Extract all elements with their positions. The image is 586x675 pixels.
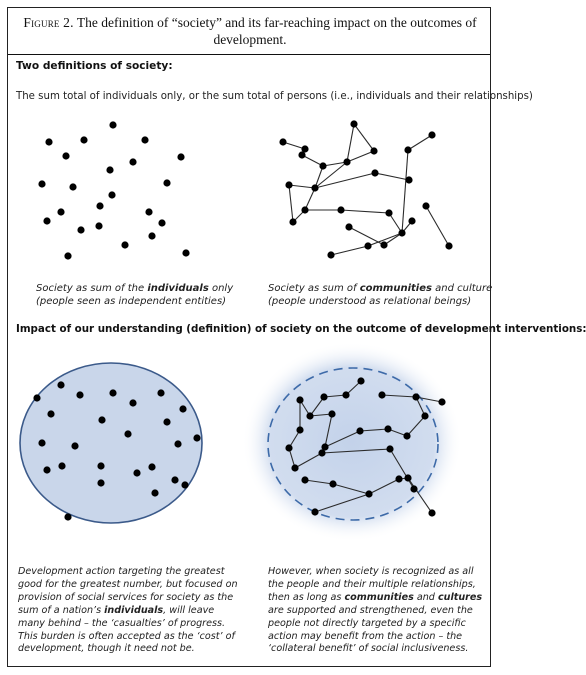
individual-dot <box>151 489 158 496</box>
person-dot <box>301 476 308 483</box>
individual-dot <box>163 418 170 425</box>
relationship-line <box>347 151 374 162</box>
person-dot <box>428 131 435 138</box>
section1-subtitle: The sum total of individuals only, or the sum total of persons (i.e., individuals and their relationships) <box>16 91 533 102</box>
person-dot <box>356 427 363 434</box>
individual-dot <box>95 222 102 229</box>
individual-dot <box>148 232 155 239</box>
communities-caption-bold: communities <box>359 283 432 294</box>
person-dot <box>285 444 292 451</box>
caption-text-line2: development. <box>213 32 287 47</box>
individual-dot <box>171 476 178 483</box>
relationship-line <box>305 188 315 210</box>
section2-heading: Impact of our understanding (definition) of society on the outcome of development interventions: <box>16 323 586 335</box>
individual-dot <box>129 158 136 165</box>
individual-dot <box>43 217 50 224</box>
individual-dot <box>43 466 50 473</box>
individual-dot <box>163 179 170 186</box>
relationship-line <box>402 150 408 233</box>
individual-dot <box>133 469 140 476</box>
individuals-caption-prefix: Society as sum of the <box>36 283 148 294</box>
individual-dot <box>141 136 148 143</box>
development-description <box>18 566 243 656</box>
individual-dot <box>179 405 186 412</box>
communities-caption-prefix: Society as sum of <box>268 283 360 294</box>
person-dot <box>311 508 318 515</box>
person-dot <box>370 147 377 154</box>
person-dot <box>385 209 392 216</box>
individual-dot <box>109 121 116 128</box>
individual-dot <box>181 481 188 488</box>
individuals-caption <box>36 282 233 309</box>
person-dot <box>365 490 372 497</box>
person-dot <box>328 410 335 417</box>
relationship-line <box>289 185 315 188</box>
person-dot <box>343 158 350 165</box>
individual-dot <box>80 136 87 143</box>
relationship-line <box>349 227 384 245</box>
person-dot <box>408 217 415 224</box>
person-dot <box>438 398 445 405</box>
person-dot <box>357 377 364 384</box>
person-dot <box>384 425 391 432</box>
person-dot <box>386 445 393 452</box>
individual-dot <box>129 399 136 406</box>
individual-dot <box>121 241 128 248</box>
individual-dot <box>106 166 113 173</box>
person-dot <box>404 146 411 153</box>
person-dot <box>378 391 385 398</box>
individual-dot <box>98 416 105 423</box>
individual-dot <box>158 219 165 226</box>
person-dot <box>285 181 292 188</box>
person-dot <box>296 426 303 433</box>
person-dot <box>345 223 352 230</box>
individual-dot <box>97 462 104 469</box>
person-dot <box>337 206 344 213</box>
individual-dot <box>69 183 76 190</box>
person-dot <box>306 412 313 419</box>
individual-dot <box>33 394 40 401</box>
person-dot <box>296 396 303 403</box>
individual-dot <box>157 389 164 396</box>
development-description-part2: , will leave many behind – the ‘casualties’ of progress. This burden is often accepted as the ‘cost’ of development, though it need not be. <box>18 604 235 655</box>
individuals-caption-bold: individuals <box>147 283 209 294</box>
communities-caption-line2: (people understood as relational beings) <box>268 296 472 308</box>
figure-label: Figure 2. <box>23 15 74 30</box>
person-dot <box>298 151 305 158</box>
individual-dot <box>77 226 84 233</box>
inclusive-description-part1: However, when society is recognized as all the people and their multiple relationships, then as long as <box>268 566 476 603</box>
individual-dot <box>97 479 104 486</box>
person-dot <box>320 393 327 400</box>
person-dot <box>342 391 349 398</box>
individuals-caption-suffix: only <box>208 283 234 294</box>
individual-dot <box>57 381 64 388</box>
person-dot <box>404 474 411 481</box>
relationship-line <box>426 206 449 246</box>
individual-dot <box>108 191 115 198</box>
individuals-caption-line2: (people seen as independent entities) <box>36 296 227 308</box>
relationship-line <box>289 185 293 222</box>
individual-dot <box>182 249 189 256</box>
relationship-line <box>331 246 368 255</box>
inclusive-description-mid: and <box>413 591 438 603</box>
person-dot <box>428 509 435 516</box>
person-dot <box>380 241 387 248</box>
person-dot <box>301 206 308 213</box>
person-dot <box>311 184 318 191</box>
individual-dot <box>109 389 116 396</box>
person-dot <box>410 485 417 492</box>
person-dot <box>327 251 334 258</box>
individual-dot <box>38 180 45 187</box>
relationship-line <box>347 124 354 162</box>
person-dot <box>291 464 298 471</box>
person-dot <box>422 202 429 209</box>
person-dot <box>350 120 357 127</box>
individual-dot <box>148 463 155 470</box>
relationship-line <box>354 124 374 151</box>
individual-dot <box>38 439 45 446</box>
communities-caption <box>268 282 492 309</box>
person-dot <box>318 449 325 456</box>
individual-dot <box>71 442 78 449</box>
relationship-line <box>341 210 389 213</box>
inclusive-description-part2: are supported and strengthened, even the people not directly targeted by a specific action may benefit from the action – the ‘collateral benefit’ of social inclusiveness. <box>268 604 473 655</box>
individual-dot <box>62 152 69 159</box>
inclusive-description <box>268 566 486 656</box>
individual-dot <box>145 208 152 215</box>
person-dot <box>289 218 296 225</box>
development-description-bold: individuals <box>104 604 164 616</box>
inclusive-description-bold1: communities <box>344 591 414 603</box>
individual-dot <box>57 208 64 215</box>
individual-dot <box>174 440 181 447</box>
communities-caption-suffix: and culture <box>431 283 493 294</box>
person-dot <box>412 393 419 400</box>
person-dot <box>364 242 371 249</box>
section1-heading: Two definitions of society: <box>16 60 173 72</box>
individual-dot <box>76 391 83 398</box>
person-dot <box>403 432 410 439</box>
individual-dot <box>193 434 200 441</box>
individual-dot <box>47 410 54 417</box>
inclusive-description-bold2: cultures <box>437 591 483 603</box>
development-description-part1: Development action targeting the greatest good for the greatest number, but focused on provision of social services for society as the sum of a nation’s <box>18 566 238 616</box>
individual-dot <box>58 462 65 469</box>
individual-dot <box>177 153 184 160</box>
person-dot <box>445 242 452 249</box>
person-dot <box>405 176 412 183</box>
individual-dot <box>124 430 131 437</box>
person-dot <box>421 412 428 419</box>
person-dot <box>329 480 336 487</box>
person-dot <box>398 229 405 236</box>
relationship-line <box>408 135 432 150</box>
person-dot <box>371 169 378 176</box>
individual-dot <box>64 513 71 520</box>
individual-dot <box>64 252 71 259</box>
individual-dot <box>45 138 52 145</box>
relationship-line <box>375 173 409 180</box>
person-dot <box>319 162 326 169</box>
person-dot <box>279 138 286 145</box>
caption-text-line1: The definition of “society” and its far-reaching impact on the outcomes of <box>76 15 477 30</box>
individual-dot <box>96 202 103 209</box>
person-dot <box>395 475 402 482</box>
